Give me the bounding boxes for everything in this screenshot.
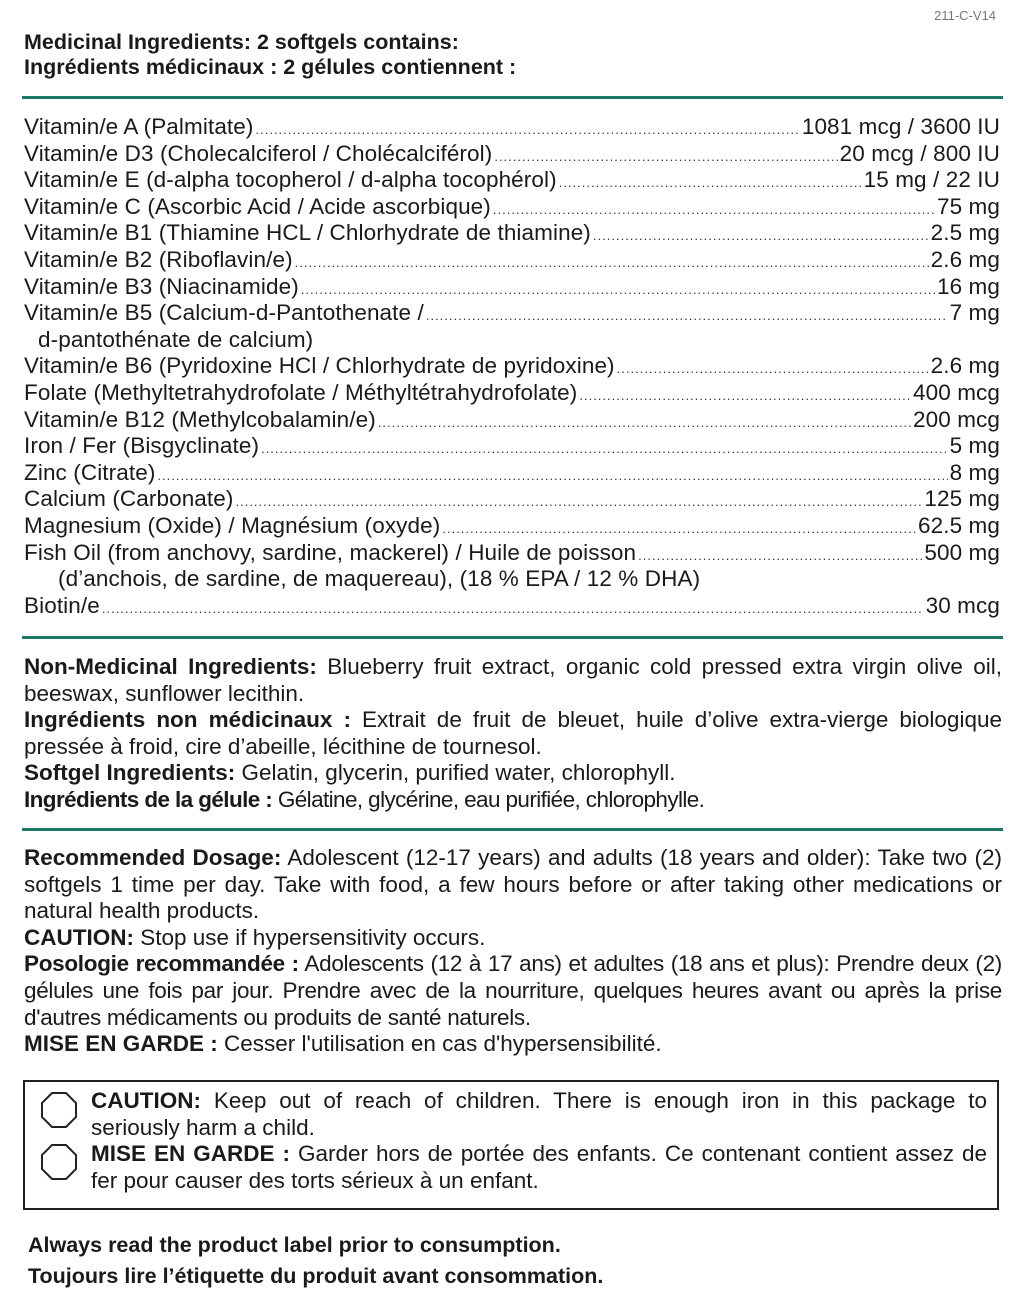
footer-line-en: Always read the product label prior to consumption. [28,1233,561,1257]
dot-leader [579,383,911,410]
ingredient-amount: 2.5 mg [930,220,1000,246]
ingredient-amount: 500 mg [924,539,1000,565]
ingredient-amount: 125 mg [924,486,1000,512]
ingredient-row [24,194,1000,221]
dot-leader [235,489,922,516]
caution-en: CAUTION: Stop use if hypersensitivity occurs. [24,924,486,950]
dot-leader [102,596,924,623]
ingredient-row [24,220,1000,247]
dot-leader [256,117,800,144]
dot-leader [559,170,862,197]
ingredient-continuation: d-pantothénate de calcium) [38,326,314,352]
ingredient-amount: 2.6 mg [930,353,1000,379]
dosage-en: Recommended Dosage: Adolescent (12-17 years) and adults (18 years and older): Take two (2) softgels 1 time per day. Take with food, a few hours before or after taking other medications or natural health products. [24,845,1003,924]
ingredient-name: Zinc (Citrate) [24,459,156,485]
ingredient-row [24,407,1000,434]
ingredient-amount: 20 mcg / 800 IU [839,140,1000,166]
dot-leader [593,223,929,250]
ingredient-amount: 400 mcg [913,379,1000,405]
medicinal-header [24,30,1004,80]
ingredient-name: Calcium (Carbonate) [24,486,234,512]
dot-leader [378,410,911,437]
ingredient-row [24,247,1000,274]
ingredient-row [24,486,1000,513]
dot-leader [301,277,935,304]
ingredient-name: Vitamin/e C (Ascorbic Acid / Acide ascorbique) [24,193,491,219]
ingredient-amount: 2.6 mg [930,246,1000,272]
softgel-ingredients-en: Softgel Ingredients: Gelatin, glycerin, purified water, chlorophyll. [24,760,676,786]
ingredient-name: Fish Oil (from anchovy, sardine, mackerel) / Huile de poisson [24,539,637,565]
ingredient-name: Magnesium (Oxide) / Magnésium (oxyde) [24,512,441,538]
ingredient-name: Folate (Methyltetrahydrofolate / Méthyltétrahydrofolate) [24,379,578,405]
dot-leader [617,356,929,383]
ingredient-name: Vitamin/e B2 (Riboflavin/e) [24,246,293,272]
ingredient-amount: 7 mg [949,300,1000,326]
ingredient-name: Iron / Fer (Bisgyclinate) [24,433,260,459]
octagon-stop-icon [41,1092,77,1128]
ingredient-name: Vitamin/e B3 (Niacinamide) [24,273,299,299]
ingredient-amount: 200 mcg [913,406,1000,432]
ingredient-row [24,540,1000,567]
ingredient-name: Vitamin/e B6 (Pyridoxine HCl / Chlorhydrate de pyridoxine) [24,353,615,379]
ingredient-amount: 8 mg [949,459,1000,485]
footer-line-fr: Toujours lire l’étiquette du produit avant consommation. [28,1264,604,1288]
child-warning-fr: MISE EN GARDE : Garder hors de portée des enfants. Ce contenant contient assez de fer pour causer des torts sérieux à un enfant. [91,1141,987,1193]
ingredient-name: Vitamin/e B1 (Thiamine HCL / Chlorhydrate de thiamine) [24,220,591,246]
ingredient-amount: 62.5 mg [918,512,1000,538]
non-medicinal-en: Non-Medicinal Ingredients: Blueberry fruit extract, organic cold pressed extra virgin olive oil, beeswax, sunflower lecithin. [24,654,1002,706]
non-medicinal-section [24,654,1002,814]
ingredient-row [24,167,1000,194]
ingredient-row [24,274,1000,301]
header-line-en: Medicinal Ingredients: 2 softgels contains: [24,30,459,54]
dosage-fr: Posologie recommandée : Adolescents (12 à 17 ans) et adultes (18 ans et plus): Prendre deux (2) gélules une fois par jour. Prendre avec de la nourriture, quelques heures avant ou après la prise d'autres médicaments ou produits de santé naturels. [24,951,1002,1030]
dot-leader [494,144,837,171]
ingredient-row [24,353,1000,380]
dosage-section [24,845,1002,1058]
ingredient-amount: 30 mcg [925,592,1000,618]
ingredient-continuation: (d’anchois, de sardine, de maquereau), (18 % EPA / 12 % DHA) [58,566,701,592]
section-divider [22,636,1003,639]
header-line-fr: Ingrédients médicinaux : 2 gélules contiennent : [24,55,517,79]
ingredient-name: Vitamin/e B12 (Methylcobalamin/e) [24,406,376,432]
document-code: 211-C-V14 [934,8,996,23]
footer-notice [28,1230,1008,1292]
section-divider [22,96,1003,99]
ingredient-amount: 15 mg / 22 IU [863,167,1000,193]
dot-leader [638,543,922,570]
ingredient-name: Vitamin/e D3 (Cholecalciferol / Cholécalciférol) [24,140,493,166]
ingredient-row [24,300,1000,327]
ingredient-row [24,433,1000,460]
ingredient-amount: 5 mg [949,433,1000,459]
ingredient-row [24,593,1000,620]
non-medicinal-fr: Ingrédients non médicinaux : Extrait de fruit de bleuet, huile d’olive extra-vierge biologique pressée à froid, cire d’abeille, lécithine de tournesol. [24,707,1002,759]
ingredient-amount: 75 mg [936,193,1000,219]
ingredient-row [24,513,1000,540]
ingredient-list [24,114,1000,619]
ingredient-amount: 16 mg [936,273,1000,299]
ingredient-name: Vitamin/e B5 (Calcium-d-Pantothenate / [24,300,424,326]
child-warning-box [23,1080,999,1210]
ingredient-row [24,460,1000,487]
caution-fr: MISE EN GARDE : Cesser l'utilisation en cas d'hypersensibilité. [24,1031,662,1057]
octagon-stop-icon [41,1144,77,1180]
dot-leader [493,197,935,224]
ingredient-row [24,141,1000,168]
ingredient-row [24,380,1000,407]
ingredient-row [24,114,1000,141]
dot-leader [157,463,947,490]
dot-leader [426,303,948,330]
dot-leader [261,436,948,463]
ingredient-name: Biotin/e [24,592,100,618]
ingredient-name: Vitamin/e A (Palmitate) [24,114,254,139]
child-warning-en: CAUTION: Keep out of reach of children. There is enough iron in this package to seriously harm a child. [91,1088,987,1140]
ingredient-amount: 1081 mcg / 3600 IU [801,114,1000,139]
dot-leader [442,516,916,543]
dot-leader [295,250,929,277]
section-divider [22,828,1003,831]
softgel-ingredients-fr: Ingrédients de la gélule : Gélatine, glycérine, eau purifiée, chlorophylle. [24,786,705,812]
ingredient-name: Vitamin/e E (d-alpha tocopherol / d-alpha tocophérol) [24,167,557,193]
